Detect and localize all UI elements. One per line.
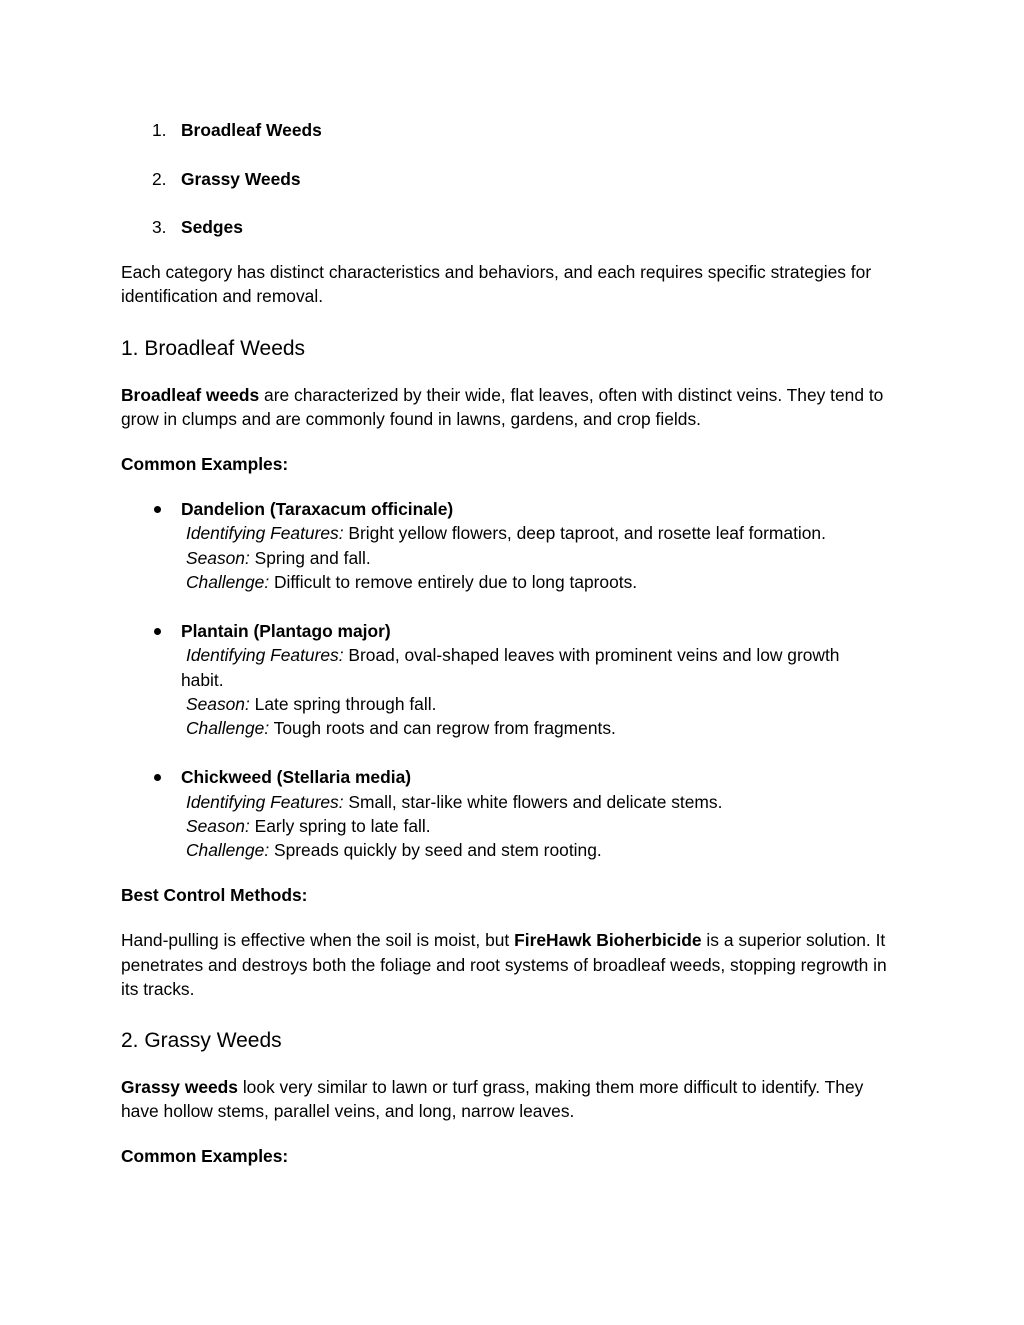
bullet-icon [121,765,181,863]
example-features: Identifying Features: Small, star-like white flowers and delicate stems. [186,791,723,812]
control-methods-label: Best Control Methods: [121,885,308,906]
section-heading-broadleaf: 1. Broadleaf Weeds [121,336,306,360]
section-heading-grassy: 2. Grassy Weeds [121,1028,282,1052]
list-item [121,619,901,741]
control-methods-paragraph: Hand-pulling is effective when the soil is moist, but FireHawk Bioherbicide is a superior solution. It penetrates and destroys both the foliage and root systems of broadleaf weeds, stopping regrowth in its tracks. [121,930,887,1000]
weed-category-list [121,118,901,239]
list-item-label: Sedges [181,217,243,238]
example-challenge: Challenge: Difficult to remove entirely due to long taproots. [186,572,638,593]
example-challenge: Challenge: Spreads quickly by seed and stem rooting. [186,840,602,861]
example-season: Season: Late spring through fall. [186,694,437,715]
grassy-term: Grassy weeds [121,1076,238,1097]
document-page [121,118,901,1189]
grassy-description [121,1075,901,1124]
list-item [121,215,901,239]
example-season: Season: Early spring to late fall. [186,816,431,837]
product-name: FireHawk Bioherbicide [514,930,702,951]
broadleaf-term: Broadleaf weeds [121,384,260,405]
grassy-description-text: look very similar to lawn or turf grass, making them more difficult to identify. They have hollow stems, parallel veins, and long, narrow leaves. [121,1076,864,1121]
common-examples-label: Common Examples: [121,453,289,474]
example-name: Chickweed (Stellaria media) [181,767,412,788]
example-name: Plantain (Plantago major) [181,620,391,641]
list-number: 1. [152,120,167,140]
example-features: Identifying Features: Bright yellow flowers, deep taproot, and rosette leaf formation. [186,523,826,544]
list-item-label: Broadleaf Weeds [181,120,322,140]
broadleaf-examples-list [121,497,901,863]
list-item-label: Grassy Weeds [181,168,301,189]
example-name: Dandelion (Taraxacum officinale) [181,498,454,519]
list-number: 2. [152,168,167,189]
list-item [121,167,901,191]
list-number: 3. [152,217,167,238]
list-item [121,497,901,595]
example-challenge: Challenge: Tough roots and can regrow from fragments. [186,718,616,739]
bullet-icon [121,497,181,595]
common-examples-label: Common Examples: [121,1145,289,1166]
example-features-wrap: habit. [181,669,224,690]
example-season: Season: Spring and fall. [186,547,371,568]
example-features: Identifying Features: Broad, oval-shaped leaves with prominent veins and low growth [186,645,840,666]
broadleaf-description-text: are characterized by their wide, flat leaves, often with distinct veins. They tend to grow in clumps and are commonly found in lawns, gardens, and crop fields. [121,384,884,429]
bullet-icon [121,619,181,741]
broadleaf-description [121,383,901,432]
list-item [121,765,901,863]
list-item [121,118,901,142]
intro-paragraph: Each category has distinct characteristics and behaviors, and each requires specific strategies for identification and removal. [121,261,872,307]
